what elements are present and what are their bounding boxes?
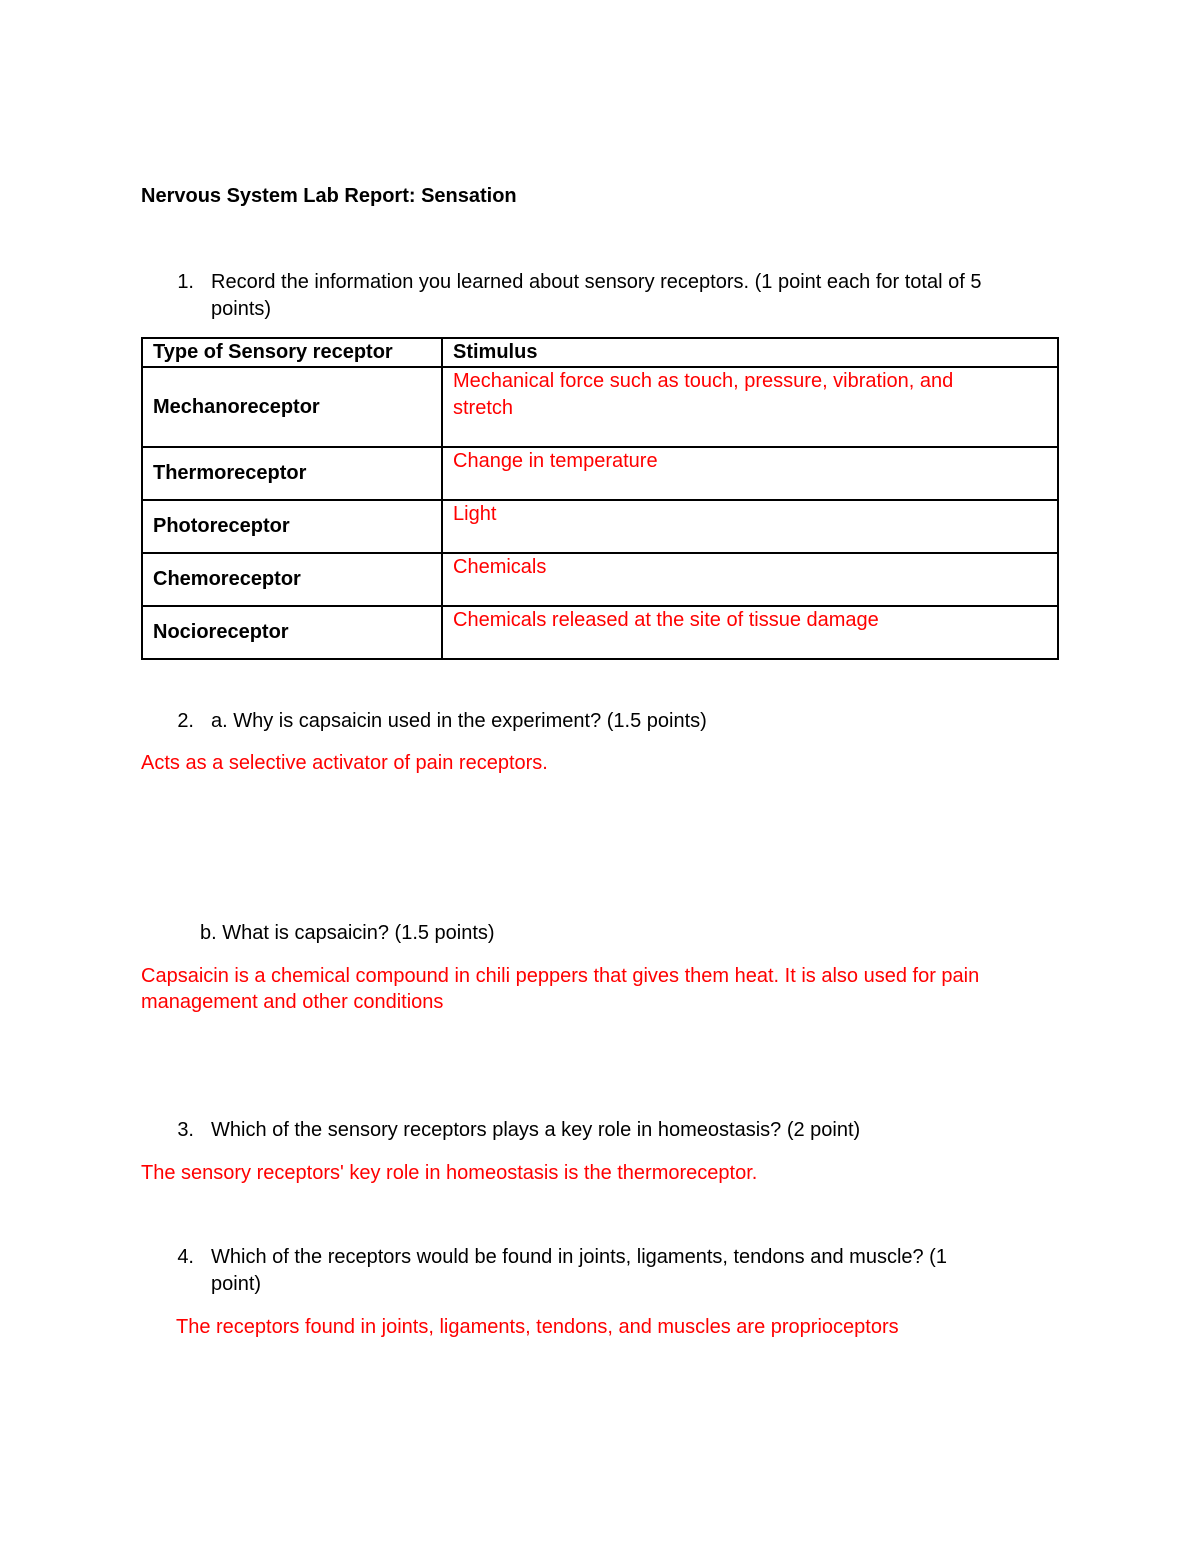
table-row <box>142 553 1058 606</box>
question-3-answer: The sensory receptors' key role in homeostasis is the thermoreceptor. <box>141 1162 758 1184</box>
table-row <box>142 500 1058 553</box>
stimulus-answer: Light <box>442 500 1058 553</box>
stimulus-answer: Change in temperature <box>442 447 1058 500</box>
question-4-text: Which of the receptors would be found in joints, ligaments, tendons and muscle? (1 <box>211 1246 947 1268</box>
question-4-number: 4. <box>177 1246 194 1268</box>
question-2a-answer: Acts as a selective activator of pain receptors. <box>141 752 548 774</box>
receptor-name: Mechanoreceptor <box>142 367 442 447</box>
receptor-name: Thermoreceptor <box>142 447 442 500</box>
question-3-text: Which of the sensory receptors plays a key role in homeostasis? (2 point) <box>211 1119 861 1141</box>
question-3-number: 3. <box>177 1119 194 1141</box>
header-stimulus: Stimulus <box>442 338 1058 367</box>
question-1-text-cont: points) <box>211 298 272 320</box>
question-1-number: 1. <box>177 271 194 293</box>
receptor-name: Chemoreceptor <box>142 553 442 606</box>
question-2a-text: a. Why is capsaicin used in the experiment? (1.5 points) <box>211 710 707 732</box>
table-header-row <box>142 338 1058 367</box>
receptor-name: Photoreceptor <box>142 500 442 553</box>
receptor-table <box>141 337 1059 660</box>
receptor-name: Nocioreceptor <box>142 606 442 659</box>
stimulus-line: stretch <box>453 397 514 419</box>
stimulus-line: Mechanical force such as touch, pressure, vibration, and <box>453 370 954 392</box>
question-2b-text: b. What is capsaicin? (1.5 points) <box>200 922 495 944</box>
stimulus-answer: Chemicals <box>442 553 1058 606</box>
question-2-number: 2. <box>177 710 194 732</box>
table-row <box>142 447 1058 500</box>
page-title: Nervous System Lab Report: Sensation <box>141 185 517 207</box>
table-row <box>142 367 1058 447</box>
question-4-text-cont: point) <box>211 1273 262 1295</box>
question-2b-answer: Capsaicin is a chemical compound in chili peppers that gives them heat. It is also used for pain <box>141 965 980 987</box>
table-row <box>142 606 1058 659</box>
stimulus-answer: Chemicals released at the site of tissue damage <box>442 606 1058 659</box>
stimulus-answer <box>442 367 1058 447</box>
question-4-answer: The receptors found in joints, ligaments, tendons, and muscles are proprioceptors <box>176 1316 899 1338</box>
question-1-text: Record the information you learned about sensory receptors. (1 point each for total of 5 <box>211 271 982 293</box>
header-receptor-type: Type of Sensory receptor <box>142 338 442 367</box>
question-2b-answer-cont: management and other conditions <box>141 991 444 1013</box>
